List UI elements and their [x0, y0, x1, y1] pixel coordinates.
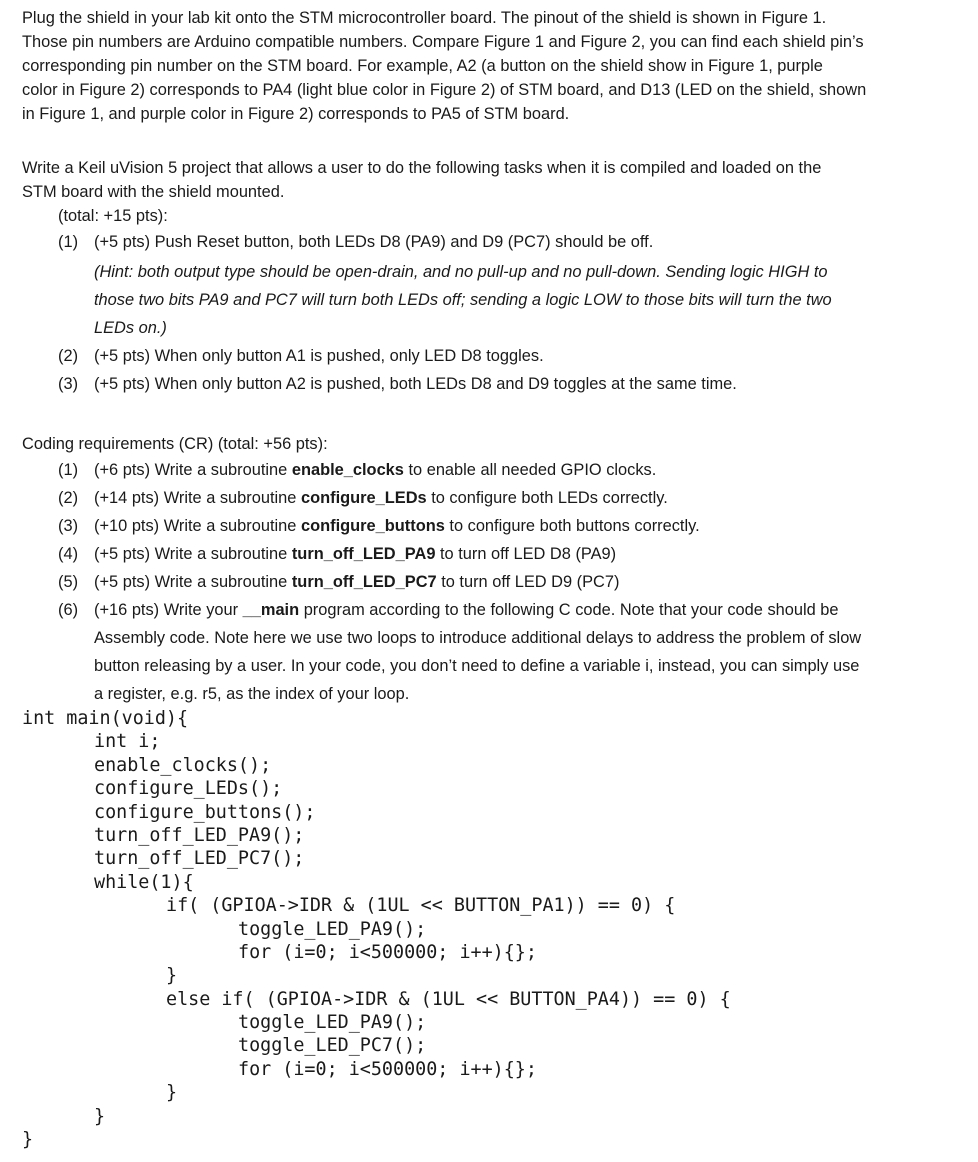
task-total: (total: +15 pts): — [58, 207, 168, 225]
code-line: for (i=0; i<500000; i++){}; — [238, 1058, 537, 1080]
requirement-text: program according to the following C code. Note that your code should be — [299, 601, 839, 619]
requirement-text: (+6 pts) Write a subroutine — [94, 461, 292, 479]
task-line: STM board with the shield mounted. — [22, 183, 285, 201]
code-line: } — [166, 965, 178, 987]
task-item-number: (1) — [58, 233, 79, 251]
requirements-heading — [22, 432, 967, 456]
code-line: configure_LEDs(); — [94, 778, 283, 800]
code-line: turn_off_LED_PC7(); — [94, 848, 305, 870]
task-item-3 — [58, 370, 967, 398]
code-line: enable_clocks(); — [94, 754, 272, 776]
requirement-text: (+14 pts) Write a subroutine — [94, 489, 301, 507]
requirement-item-5 — [58, 568, 967, 596]
intro-line: Plug the shield in your lab kit onto the STM microcontroller board. The pinout of the shield is shown in Figure 1. — [22, 9, 827, 27]
requirement-text: (+5 pts) Write a subroutine — [94, 573, 292, 591]
code-line: } — [94, 1105, 106, 1127]
task-item-text: (+5 pts) When only button A2 is pushed, both LEDs D8 and D9 toggles at the same time. — [94, 375, 737, 393]
requirement-number: (1) — [58, 461, 79, 479]
requirement-item-6 — [58, 596, 967, 708]
code-line: toggle_LED_PA9(); — [238, 918, 427, 940]
requirement-item-3 — [58, 512, 967, 540]
task-item-text: (+5 pts) Push Reset button, both LEDs D8 (PA9) and D9 (PC7) should be off. — [94, 233, 654, 251]
requirement-number: (2) — [58, 489, 79, 507]
code-line: else if( (GPIOA->IDR & (1UL << BUTTON_PA4)) == 0) { — [166, 988, 731, 1010]
c-code-block — [22, 707, 731, 1151]
code-line: configure_buttons(); — [94, 801, 316, 823]
code-line: for (i=0; i<500000; i++){}; — [238, 941, 537, 963]
requirement-number: (3) — [58, 517, 79, 535]
task-item-text: (+5 pts) When only button A1 is pushed, only LED D8 toggles. — [94, 347, 544, 365]
requirement-number: (4) — [58, 545, 79, 563]
code-line: int main(void){ — [22, 708, 189, 729]
code-line: } — [22, 1129, 34, 1151]
subroutine-name: turn_off_LED_PA9 — [291, 545, 436, 563]
task-item-number: (3) — [58, 375, 79, 393]
requirement-text: (+5 pts) Write a subroutine — [94, 545, 292, 563]
requirement-number: (5) — [58, 573, 79, 591]
requirement-item-4 — [58, 540, 967, 568]
hint-line: LEDs on.) — [94, 319, 167, 337]
requirement-text: to turn off LED D8 (PA9) — [435, 545, 617, 563]
intro-line: corresponding pin number on the STM board. For example, A2 (a button on the shield show in Figure 1, purple — [22, 57, 823, 75]
code-line: int i; — [94, 731, 161, 753]
assignment-document — [22, 6, 967, 708]
task-paragraph — [22, 156, 967, 204]
subroutine-name: configure_LEDs — [300, 489, 427, 507]
requirement-text: (+16 pts) Write your — [94, 601, 243, 619]
task-item-2 — [58, 342, 967, 370]
intro-line: color in Figure 2) corresponds to PA4 (light blue color in Figure 2) of STM board, and D13 (LED on the shield, shown — [22, 81, 867, 99]
requirement-continuation: button releasing by a user. In your code, you don’t need to define a variable i, instead, you can simply use — [94, 657, 860, 675]
requirement-text: to enable all needed GPIO clocks. — [403, 461, 657, 479]
requirement-continuation: a register, e.g. r5, as the index of your loop. — [94, 685, 410, 703]
task-item-number: (2) — [58, 347, 79, 365]
requirement-text: to configure both LEDs correctly. — [426, 489, 668, 507]
intro-line: in Figure 1, and purple color in Figure 2) corresponds to PA5 of STM board. — [22, 105, 570, 123]
hint-line: those two bits PA9 and PC7 will turn both LEDs off; sending a logic LOW to those bits will turn the two — [94, 291, 832, 309]
code-line: } — [166, 1082, 178, 1104]
requirement-text: to configure both buttons correctly. — [444, 517, 700, 535]
requirements-heading-text: Coding requirements (CR) (total: +56 pts): — [22, 435, 328, 453]
requirement-continuation: Assembly code. Note here we use two loops to introduce additional delays to address the problem of slow — [94, 629, 862, 647]
requirement-text: (+10 pts) Write a subroutine — [94, 517, 301, 535]
intro-line: Those pin numbers are Arduino compatible numbers. Compare Figure 1 and Figure 2, you can find each shield pin’s — [22, 33, 864, 51]
requirement-item-1 — [58, 456, 967, 484]
hint-text — [94, 258, 967, 342]
code-line: toggle_LED_PC7(); — [238, 1035, 427, 1057]
code-line: while(1){ — [94, 871, 194, 893]
task-item-1 — [58, 230, 967, 254]
subroutine-name: enable_clocks — [291, 461, 404, 479]
code-line: turn_off_LED_PA9(); — [94, 824, 305, 846]
intro-paragraph — [22, 6, 967, 126]
code-line: toggle_LED_PA9(); — [238, 1012, 427, 1034]
subroutine-name: configure_buttons — [300, 517, 445, 535]
hint-line: (Hint: both output type should be open-drain, and no pull-up and no pull-down. Sending logic HIGH to — [94, 263, 828, 281]
subroutine-name: __main — [242, 601, 300, 619]
code-line: if( (GPIOA->IDR & (1UL << BUTTON_PA1)) == 0) { — [166, 895, 676, 917]
requirement-text: to turn off LED D9 (PC7) — [436, 573, 620, 591]
requirement-item-2 — [58, 484, 967, 512]
task-line: Write a Keil uVision 5 project that allows a user to do the following tasks when it is compiled and loaded on the — [22, 159, 822, 177]
requirement-number: (6) — [58, 601, 79, 619]
subroutine-name: turn_off_LED_PC7 — [291, 573, 437, 591]
